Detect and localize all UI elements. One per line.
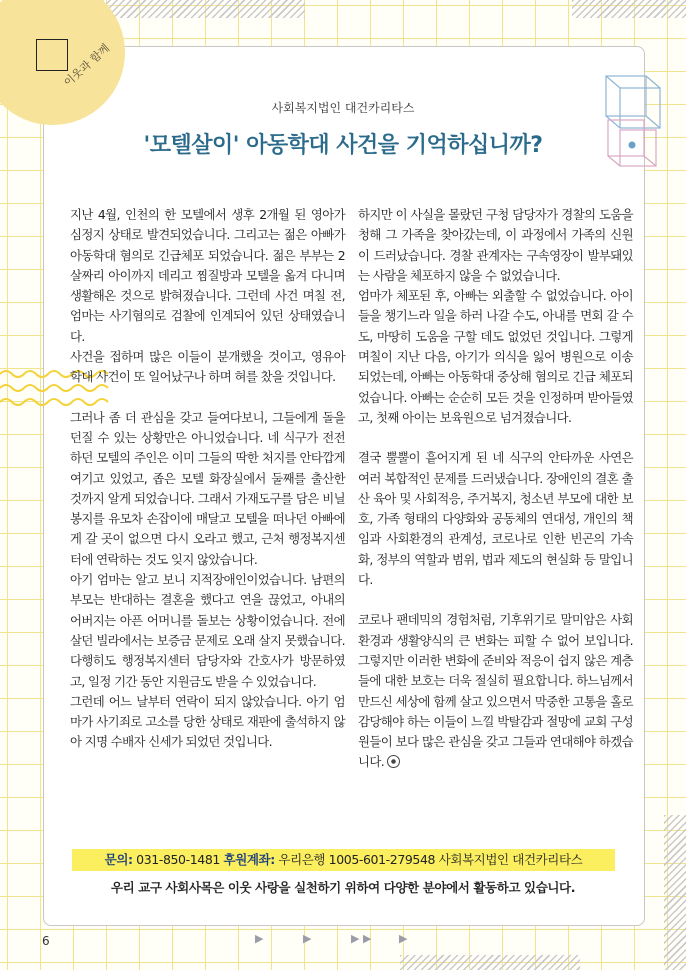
page-number: 6 xyxy=(42,934,50,948)
play-arrow-icon: ▶ xyxy=(399,932,408,945)
hatch-strip-top xyxy=(95,0,305,18)
organization-name: 사회복지법인 대건카리타스 xyxy=(271,101,415,115)
inquiry-phone: 031-850-1481 xyxy=(132,852,224,867)
section-badge-label: 이웃과 함께 xyxy=(61,41,113,90)
paragraph: 하지만 이 사실을 몰랐던 구청 담당자가 경찰의 도움을 청해 그 가족을 찾아갔는데, 이 과정에서 가족의 신원이 드러났습니다. 경찰 관계자는 구속영장이 발부돼있는 사람을 체포하지 않을 수 없었습니다. xyxy=(358,207,633,283)
play-arrow-icon: ▶ xyxy=(255,932,264,945)
paragraph: 그러나 좀 더 관심을 갖고 들여다보니, 그들에게 돌을 던질 수 있는 상황만은 아니었습니다. 네 식구가 전전하던 모텔의 주인은 이미 그들의 딱한 처지를 안타깝게 여기고 있었고, 좁은 모텔 화장실에서 둘째를 출산한 것까지 알게 되었습니다. 그래서 가재도구를 담은 비닐봉지를 유모차 손잡이에 매달고 모텔을 떠나던 아빠에게 갈 곳이 없으면 다시 오라고 했고, 근처 행정복지센터에 연락하는 것도 잊지 않았습니다. xyxy=(70,409,345,567)
article-column-left xyxy=(70,205,345,753)
paragraph: 그런데 어느 날부터 연락이 되지 않았습니다. 아기 엄마가 사기죄로 고소를 당한 상태로 재판에 출석하지 않아 지명 수배자 신세가 되었던 것입니다. xyxy=(70,693,345,750)
mission-statement: 우리 교구 사회사목은 이웃 사랑을 실천하기 위하여 다양한 분야에서 활동하고 있습니다. xyxy=(110,880,576,895)
account-value: 우리은행 1005-601-279548 사회복지법인 대건카리타스 xyxy=(274,852,583,867)
cube-decoration-icon xyxy=(598,72,668,182)
flower-end-icon xyxy=(387,755,400,768)
paragraph-text: 코로나 팬데믹의 경험처럼, 기후위기로 말미암은 사회환경과 생활양식의 큰 변화는 피할 수 없어 보입니다. 그렇지만 이러한 변화에 준비와 적응이 쉽지 않은 계층들에 대한 보호는 더욱 절실히 필요합니다. 하느님께서 만드신 세상에 함께 살고 있으면서 막중한 고통을 홀로 감당해야 하는 이들이 느낄 박탈감과 절망에 교회 구성원들이 보다 많은 관심을 갖고 그들과 연대해야 하겠습니다. xyxy=(358,612,633,770)
paragraph-final xyxy=(358,610,633,772)
hatch-strip-bottom xyxy=(400,955,580,970)
paragraph: 사건을 접하며 많은 이들이 분개했을 것이고, 영유아 학대 사건이 또 일어났구나 하며 혀를 찼을 것입니다. xyxy=(70,349,345,385)
paragraph: 아기 엄마는 알고 보니 지적장애인이었습니다. 남편의 부모는 반대하는 결혼을 했다고 연을 끊었고, 아내의 어버지는 아픈 어머니를 돌보는 상황이었습니다. 전에 살던 빌라에서는 보증금 문제로 오래 살지 못했습니다. 다행히도 행정복지센터 담당자와 간호사가 방문하였고, 일정 기간 동안 지원금도 받을 수 있었습니다. xyxy=(70,572,345,689)
paragraph: 지난 4월, 인천의 한 모텔에서 생후 2개월 된 영아가 심정지 상태로 발견되었습니다. 그리고는 젊은 아빠가 아동학대 혐의로 긴급체포 되었습니다. 젊은 부부는 2살짜리 아이까지 데리고 찜질방과 모텔을 옮겨 다니며 생활해온 것으로 밝혀졌습니다. 그런데 사건 며칠 전, 엄마는 사기혐의로 검찰에 인계되어 있던 상태였습니다. xyxy=(70,207,345,344)
play-arrow-icon: ▶ xyxy=(303,932,312,945)
account-label: 후원계좌: xyxy=(223,852,275,867)
paragraph: 엄마가 체포된 후, 아빠는 외출할 수 없었습니다. 아이들을 챙기느라 일을 하러 나갈 수도, 아내를 면회 갈 수도, 마땅히 도움을 구할 데도 없었던 것입니다. 그렇게 며칠이 지난 다음, 아기가 의식을 잃어 병원으로 이송되었는데, 아빠는 아동학대 중상해 혐의로 긴급 체포되었습니다. 아빠는 순순히 모든 것을 인정하며 받아들였고, 첫째 아이는 보육원으로 넘겨졌습니다. xyxy=(358,288,633,425)
inquiry-label: 문의: xyxy=(104,852,133,867)
play-arrow-icon: ▶ ▶ xyxy=(351,932,372,945)
contact-bar xyxy=(72,849,615,871)
article-column-right xyxy=(358,205,633,773)
arrow-decoration xyxy=(255,932,447,945)
page-title: '모텔살이' 아동학대 사건을 기억하십니까? xyxy=(143,133,543,158)
corner-box-decoration xyxy=(36,39,68,71)
hatch-strip-top-right xyxy=(572,0,686,18)
paragraph: 결국 뿔뿔이 흩어지게 된 네 식구의 안타까운 사연은 여러 복합적인 문제를 드러냈습니다. 장애인의 결혼 출산 육아 및 사회적응, 주거복지, 청소년 부모에 대한 보호, 가족 형태의 다양화와 공동체의 연대성, 개인의 책임과 사회환경의 관계성, 코로나로 인한 빈곤의 가속화, 정부의 역할과 범위, 법과 제도의 현실화 등 말입니다. xyxy=(358,450,633,588)
